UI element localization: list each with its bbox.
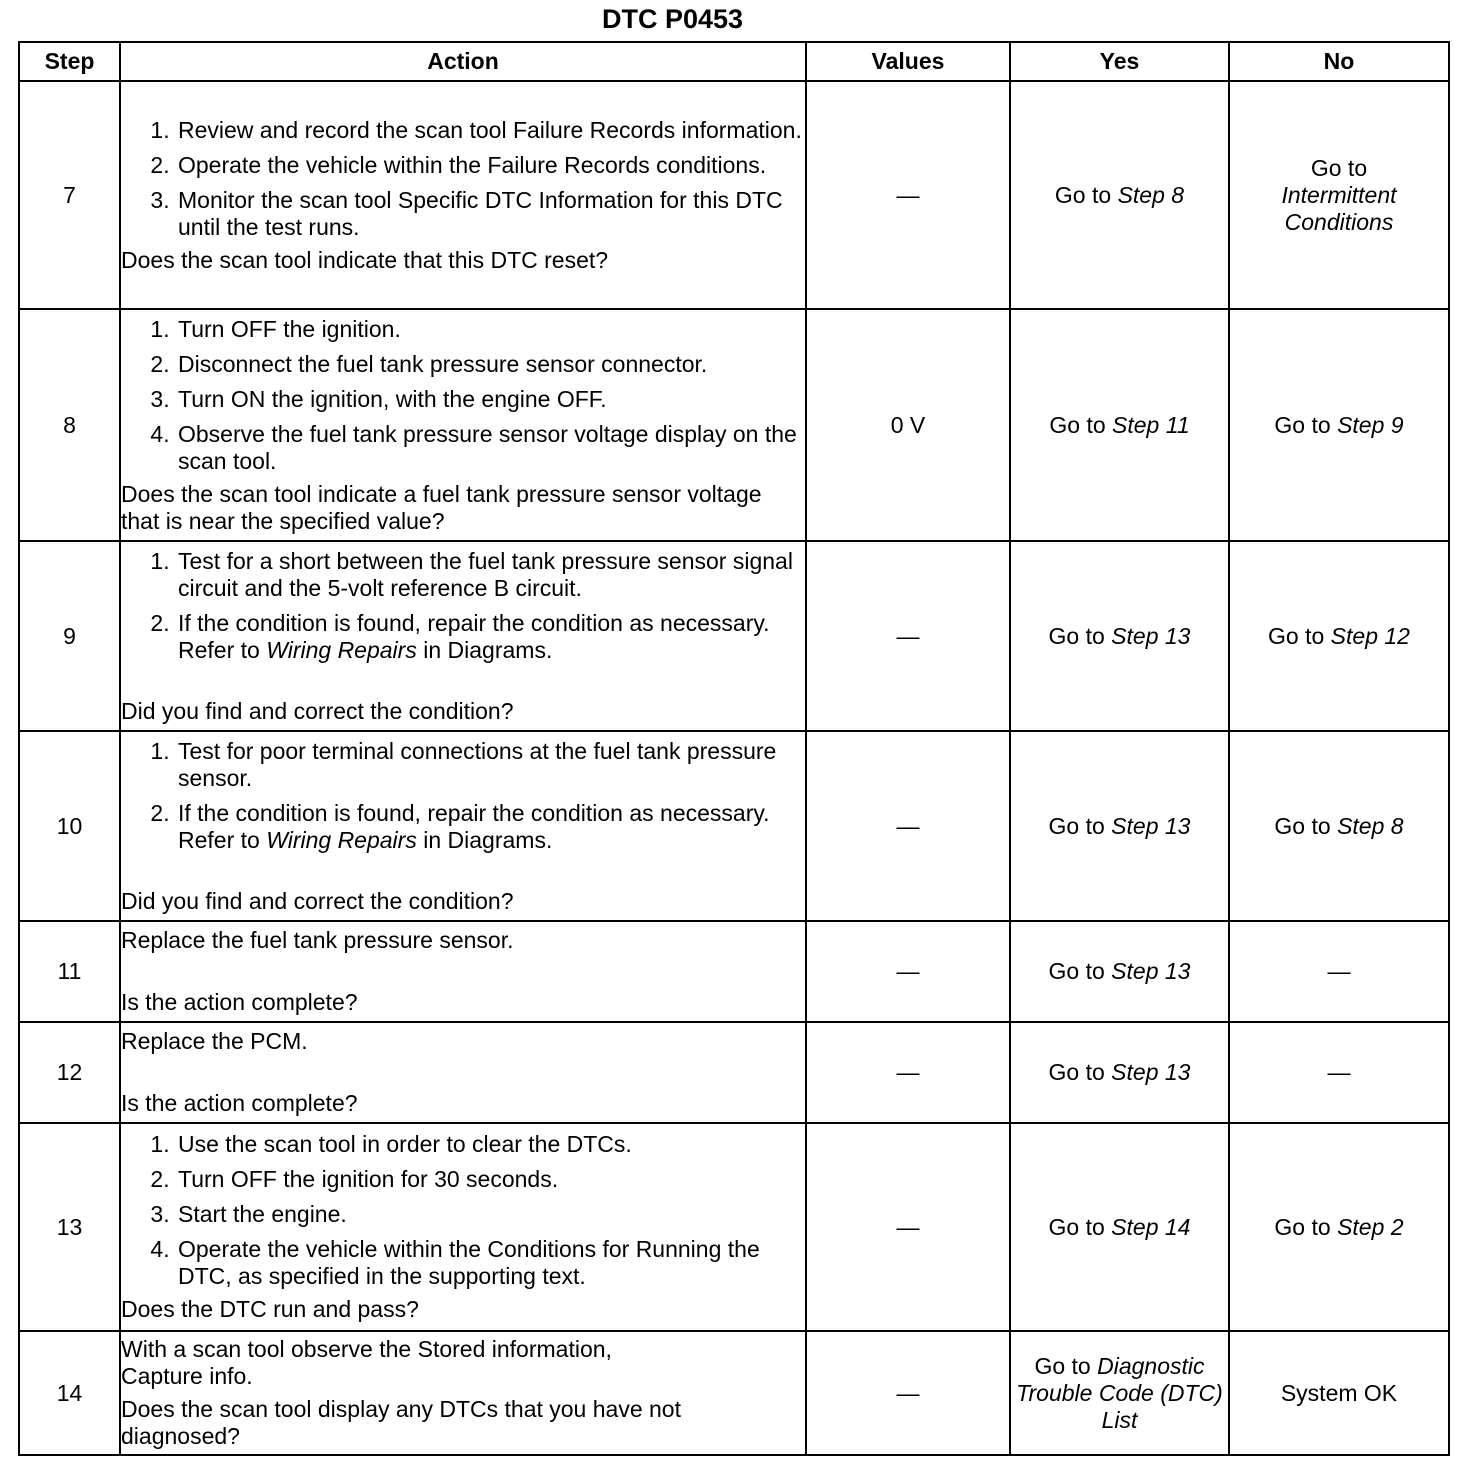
values-cell: —: [806, 731, 1010, 921]
no-prefix: Go to: [1274, 411, 1331, 438]
values-cell: —: [806, 1022, 1010, 1123]
table-row: [19, 309, 1449, 541]
action-step: 2. Disconnect the fuel tank pressure sensor connector.: [176, 351, 805, 378]
no-prefix: Go to: [1310, 154, 1368, 181]
action-step: 4. Operate the vehicle within the Conditions for Running the DTC, as specified in the supporting text.: [176, 1236, 805, 1290]
action-question: Does the scan tool display any DTCs that you have not diagnosed?: [121, 1396, 681, 1449]
step-number: 13: [19, 1123, 120, 1331]
no-prefix: Go to: [1274, 812, 1331, 839]
step-number: 10: [19, 731, 120, 921]
action-cell: [120, 1331, 806, 1455]
action-step: 2. Operate the vehicle within the Failure Records conditions.: [176, 152, 805, 179]
no-link[interactable]: Step 2: [1337, 1213, 1404, 1240]
no-cell: [1229, 309, 1449, 541]
action-step-text: If the condition is found, repair the condition as necessary. Refer to: [178, 609, 770, 663]
step-number: 9: [19, 541, 120, 731]
header-yes: Yes: [1010, 42, 1229, 81]
no-cell: —: [1229, 1022, 1449, 1123]
action-steps: [121, 117, 805, 241]
yes-cell: [1010, 921, 1229, 1022]
yes-cell: [1010, 309, 1229, 541]
yes-link[interactable]: Step 14: [1111, 1213, 1191, 1240]
action-question: Does the scan tool indicate that this DTC reset?: [121, 246, 609, 273]
no-link[interactable]: Step 8: [1337, 812, 1404, 839]
action-cell: [120, 921, 806, 1022]
yes-prefix: Go to: [1049, 411, 1106, 438]
yes-link[interactable]: Step 13: [1111, 958, 1191, 984]
action-step: 1. Test for poor terminal connections at the fuel tank pressure sensor.: [176, 738, 805, 792]
values-cell: —: [806, 81, 1010, 309]
action-step-suffix: in Diagrams.: [423, 636, 553, 663]
action-steps: [121, 548, 805, 664]
no-link[interactable]: Step 12: [1330, 622, 1410, 649]
action-step: [176, 610, 805, 664]
values-cell: —: [806, 541, 1010, 731]
values-cell: —: [806, 1331, 1010, 1455]
wiring-repairs-link[interactable]: Wiring Repairs: [266, 826, 417, 853]
header-step: Step: [19, 42, 120, 81]
action-step: [176, 800, 805, 854]
step-number: 14: [19, 1331, 120, 1455]
yes-link[interactable]: Step 8: [1117, 181, 1185, 208]
no-cell: [1229, 81, 1449, 309]
no-link[interactable]: Step 9: [1337, 411, 1404, 438]
yes-cell: [1010, 81, 1229, 309]
no-cell: [1229, 1123, 1449, 1331]
document-title: DTC P0453: [601, 4, 744, 34]
no-link[interactable]: Intermittent Conditions: [1281, 181, 1397, 235]
yes-link[interactable]: Step 13: [1111, 622, 1191, 649]
action-question: Did you find and correct the condition?: [121, 697, 514, 724]
header-values: Values: [806, 42, 1010, 81]
table-row: [19, 1022, 1449, 1123]
yes-cell: [1010, 1022, 1229, 1123]
action-steps: [121, 316, 805, 475]
table-row: [19, 81, 1449, 309]
values-cell: —: [806, 1123, 1010, 1331]
yes-prefix: Go to: [1048, 812, 1105, 839]
action-question: Does the DTC run and pass?: [121, 1296, 419, 1322]
action-steps: [121, 1131, 805, 1290]
yes-cell: [1010, 541, 1229, 731]
action-question: Is the action complete?: [121, 1090, 358, 1116]
diagnostic-table: [18, 41, 1450, 1456]
action-step: 1. Use the scan tool in order to clear the DTCs.: [176, 1131, 805, 1158]
header-no: No: [1229, 42, 1449, 81]
action-question: Did you find and correct the condition?: [121, 887, 514, 914]
values-cell: —: [806, 921, 1010, 1022]
action-step: 3. Start the engine.: [176, 1201, 805, 1228]
action-step-suffix: in Diagrams.: [423, 826, 553, 853]
table-row: [19, 731, 1449, 921]
action-step: 1. Test for a short between the fuel tank pressure sensor signal circuit and the 5-volt reference B circuit.: [176, 548, 805, 602]
header-row: [19, 42, 1449, 81]
yes-prefix: Go to: [1048, 622, 1105, 649]
values-cell: 0 V: [806, 309, 1010, 541]
action-text: Replace the PCM.: [121, 1028, 308, 1054]
action-step: 2. Turn OFF the ignition for 30 seconds.: [176, 1166, 805, 1193]
header-action: Action: [120, 42, 806, 81]
action-cell: [120, 1123, 806, 1331]
no-cell: [1229, 541, 1449, 731]
action-step-text: If the condition is found, repair the condition as necessary. Refer to: [178, 799, 770, 853]
step-number: 11: [19, 921, 120, 1022]
wiring-repairs-link[interactable]: Wiring Repairs: [266, 636, 417, 663]
action-cell: [120, 81, 806, 309]
action-cell: [120, 731, 806, 921]
yes-prefix: Go to: [1048, 1059, 1105, 1085]
yes-cell: [1010, 731, 1229, 921]
table-row: [19, 1123, 1449, 1331]
table-row: [19, 1331, 1449, 1455]
action-step: 3. Monitor the scan tool Specific DTC Information for this DTC until the test runs.: [176, 187, 805, 241]
action-question: Is the action complete?: [121, 989, 358, 1015]
table-row: [19, 541, 1449, 731]
action-cell: [120, 1022, 806, 1123]
yes-prefix: Go to: [1048, 958, 1105, 984]
action-cell: [120, 309, 806, 541]
action-step: 4. Observe the fuel tank pressure sensor voltage display on the scan tool.: [176, 421, 805, 475]
action-text: With a scan tool observe the Stored information, Capture info.: [121, 1336, 612, 1389]
step-number: 12: [19, 1022, 120, 1123]
action-text: Replace the fuel tank pressure sensor.: [121, 927, 514, 953]
action-step: 1. Turn OFF the ignition.: [176, 316, 805, 343]
yes-link[interactable]: Step 13: [1111, 1059, 1191, 1085]
action-cell: [120, 541, 806, 731]
action-step: 3. Turn ON the ignition, with the engine OFF.: [176, 386, 805, 413]
yes-link[interactable]: Step 13: [1111, 812, 1191, 839]
no-cell: System OK: [1229, 1331, 1449, 1455]
no-cell: —: [1229, 921, 1449, 1022]
action-question: Does the scan tool indicate a fuel tank pressure sensor voltage that is near the specified value?: [121, 480, 762, 534]
action-step: 1. Review and record the scan tool Failure Records information.: [176, 117, 805, 144]
step-number: 7: [19, 81, 120, 309]
yes-link[interactable]: Step 11: [1112, 411, 1190, 438]
table-row: [19, 921, 1449, 1022]
yes-prefix: Go to: [1048, 1213, 1105, 1240]
yes-prefix: Go to: [1034, 1352, 1091, 1379]
step-number: 8: [19, 309, 120, 541]
no-cell: [1229, 731, 1449, 921]
action-steps: [121, 738, 805, 854]
yes-link[interactable]: Diagnostic Trouble Code (DTC) List: [1016, 1352, 1223, 1433]
yes-cell: [1010, 1123, 1229, 1331]
no-prefix: Go to: [1268, 622, 1325, 649]
yes-cell: [1010, 1331, 1229, 1455]
no-prefix: Go to: [1274, 1213, 1331, 1240]
yes-prefix: Go to: [1054, 181, 1112, 208]
